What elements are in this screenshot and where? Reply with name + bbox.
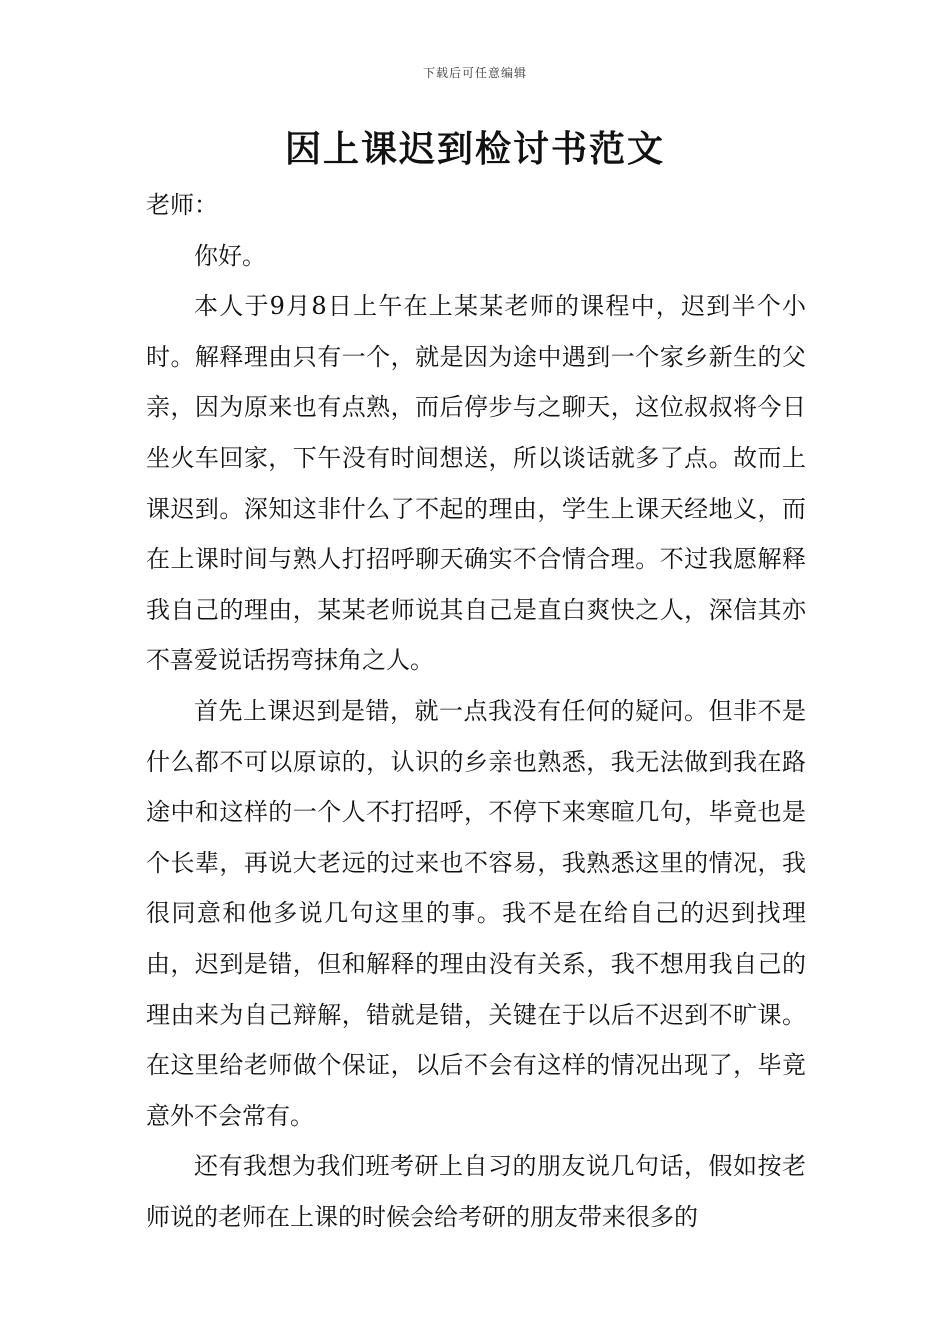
salutation: 老师： bbox=[146, 191, 218, 219]
paragraph-continuation: 还有我想为我们班考研上自习的朋友说几句话，假如按老师说的老师在上课的时候会给考研的朋友带来很多的 bbox=[146, 1152, 806, 1231]
paragraph-greeting: 你好。 bbox=[194, 241, 266, 270]
paragraph-reason: 本人于9月8日上午在上某某老师的课程中，迟到半个小时。解释理由只有一个，就是因为途中遇到一个家乡新生的父亲，因为原来也有点熟，而后停步与之聊天，这位叔叔将今日坐火车回家，下午没有时间想送，所以谈话就多了点。故而上课迟到。深知这非什么了不起的理由，学生上课天经地义，而在上课时间与熟人打招呼聊天确实不合情合理。不过我愿解释我自己的理由，某某老师说其自己是直白爽快之人，深信其亦不喜爱说话拐弯抹角之人。 bbox=[146, 292, 806, 675]
header-note: 下载后可任意编辑 bbox=[422, 66, 527, 80]
document-title: 因上课迟到检讨书范文 bbox=[284, 129, 665, 170]
paragraph-admission: 首先上课迟到是错，就一点我没有任何的疑问。但非不是什么都不可以原谅的，认识的乡亲也熟悉，我无法做到我在路途中和这样的一个人不打招呼，不停下来寒暄几句，毕竟也是个长辈，再说大老远的过来也不容易，我熟悉这里的情况，我很同意和他多说几句这里的事。我不是在给自己的迟到找理由，迟到是错，但和解释的理由没有关系，我不想用我自己的理由来为自己辩解，错就是错，关键在于以后不迟到不旷课。在这里给老师做个保证，以后不会有这样的情况出现了，毕竟意外不会常有。 bbox=[146, 696, 806, 1130]
document-body bbox=[146, 180, 806, 1242]
